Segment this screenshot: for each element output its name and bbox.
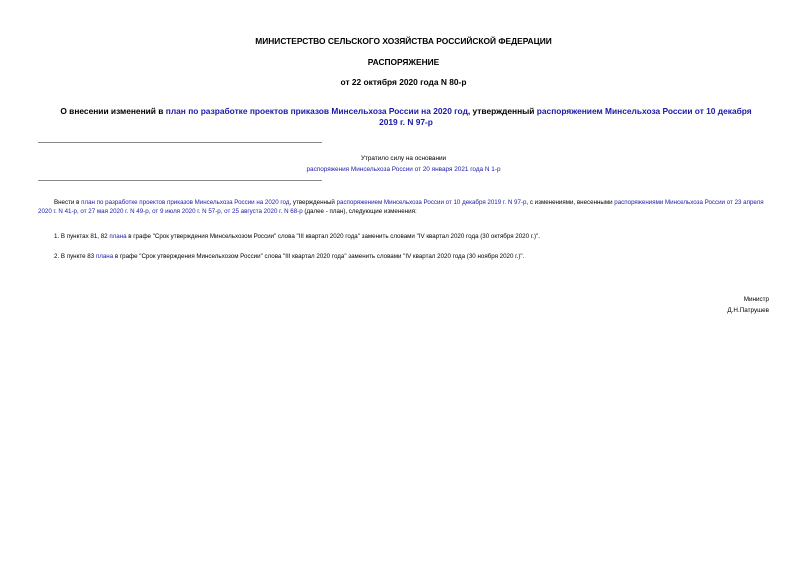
title-prefix: О внесении изменений в	[60, 106, 166, 116]
document-date-number: от 22 октября 2020 года N 80-р	[340, 77, 467, 87]
item1-text-2: в графе "Срок утверждения Минсельхозом России" слова "III квартал 2020 года" заменить словами "IV квартал 2020 года (30 октября 2020 г.)".	[126, 233, 540, 240]
title-link-order[interactable]: распоряжением Минсельхоза России от 10 декабря 2019 г. N 97-р	[379, 106, 752, 127]
item2-link-plan[interactable]: плана	[95, 253, 114, 260]
signature-name: Д.Н.Патрушев	[727, 307, 769, 314]
divider-bottom	[38, 180, 322, 181]
status-note	[0, 153, 807, 175]
intro-text-3: , с изменениями, внесенными	[526, 199, 615, 206]
item1-text-1: 1. В пунктах 81, 82	[54, 233, 110, 240]
intro-text-2: , утвержденный	[289, 199, 337, 206]
status-note-text: Утратило силу на основании	[360, 155, 447, 162]
intro-link-amendments[interactable]: распоряжениями Минсельхоза России от 23 апреля 2020 г. N 41-р, от 27 мая 2020 г. N 49-р, от 9 июля 2020 г. N 57-р, от 25 августа 2020 г. N 68-р	[38, 199, 764, 215]
paragraph-intro	[38, 199, 770, 217]
intro-link-order[interactable]: распоряжением Минсельхоза России от 10 декабря 2019 г. N 97-р	[336, 199, 527, 206]
signature-position: Министр	[743, 296, 769, 303]
paragraph-item-2	[54, 253, 770, 262]
item2-text-2: в графе "Срок утверждения Минсельхозом России" слова "III квартал 2020 года" заменить словами "IV квартал 2020 года (30 ноября 2020 г.)".	[113, 253, 525, 260]
title-middle: , утвержденный	[467, 106, 537, 116]
item2-text-1: 2. В пункте 83	[54, 253, 96, 260]
document-type: РАСПОРЯЖЕНИЕ	[367, 57, 440, 67]
signature-block	[727, 294, 769, 316]
divider-top	[38, 142, 322, 143]
intro-link-plan[interactable]: план по разработке проектов приказов Минсельхоза России на 2020 год	[81, 199, 290, 206]
document-title	[56, 106, 756, 128]
ministry-heading: МИНИСТЕРСТВО СЕЛЬСКОГО ХОЗЯЙСТВА РОССИЙСКОЙ ФЕДЕРАЦИИ	[255, 36, 552, 46]
intro-text-4: (далее - план), следующие изменения:	[302, 207, 417, 215]
title-link-plan[interactable]: план по разработке проектов приказов Минсельхоза России на 2020 год	[165, 106, 468, 116]
paragraph-item-1	[54, 233, 770, 242]
item1-link-plan[interactable]: плана	[109, 233, 127, 240]
intro-text-1: Внести в	[54, 199, 82, 206]
status-note-link[interactable]: распоряжения Минсельхоза России от 20 января 2021 года N 1-р	[306, 166, 501, 173]
